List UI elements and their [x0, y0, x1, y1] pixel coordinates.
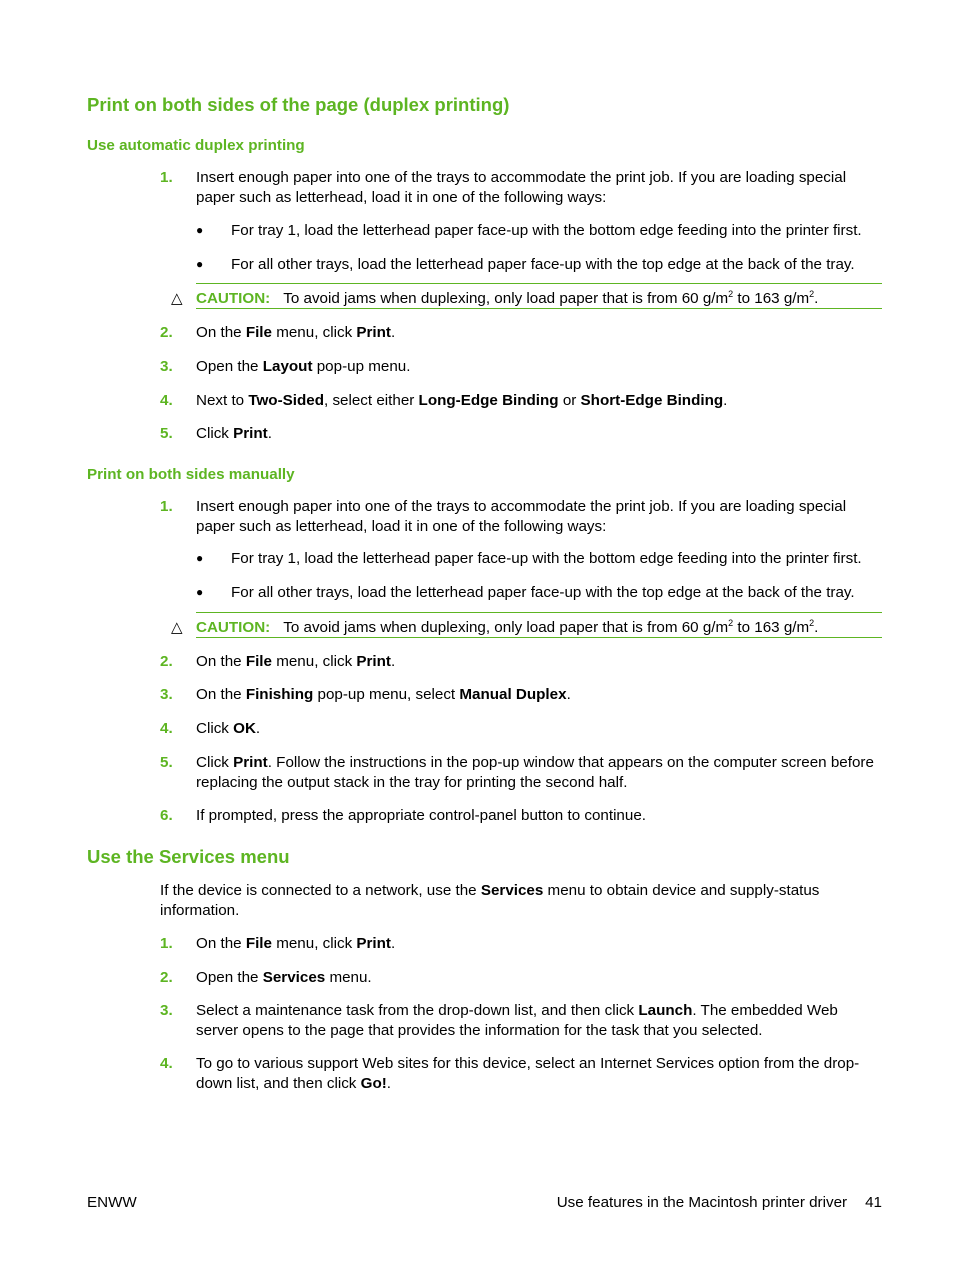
bullet-icon: ● — [196, 223, 204, 237]
page-number: 41 — [865, 1194, 882, 1211]
caution-note-manual: △ CAUTION: To avoid jams when duplexing, only load paper that is from 60 $g/m^2$ to 163 $g/m^2$. — [168, 618, 882, 640]
subheading-manual-duplex: Print on both sides manually — [87, 466, 295, 483]
auto-step-4: 4. Next to Two-Sided, select either Long-Edge Binding or Short-Edge Binding. — [160, 392, 728, 409]
manual-step-3: 3. On the Finishing pop-up menu, select Manual Duplex. — [160, 686, 571, 703]
services-step-3: 3. Select a maintenance task from the drop-down list, and then click Launch. The embedded Web server opens to the page that provides the information for the task that you selected. — [160, 1002, 838, 1039]
section-title-duplex: Print on both sides of the page (duplex printing) — [87, 94, 510, 115]
manual-step-1: 1. Insert enough paper into one of the trays to accommodate the print job. If you are loading special paper such as letterhead, load it in one of the following ways: — [160, 498, 847, 535]
subheading-automatic-duplex: Use automatic duplex printing — [87, 137, 305, 154]
caution-label: CAUTION: — [196, 290, 271, 307]
auto-step-3: 3. Open the Layout pop-up menu. — [160, 358, 411, 375]
services-intro: If the device is connected to a network, use the Services menu to obtain device and supply-status information. — [160, 882, 820, 919]
manual-bullet-1: ● For tray 1, load the letterhead paper face-up with the bottom edge feeding into the printer first. — [196, 550, 862, 567]
services-step-1: 1. On the File menu, click Print. — [160, 935, 396, 952]
services-step-2: 2. Open the Services menu. — [160, 969, 372, 986]
footer-right — [557, 1193, 882, 1213]
manual-step-2: 2. On the File menu, click Print. — [160, 653, 396, 670]
caution-triangle-icon: △ — [171, 619, 183, 636]
section-title-services: Use the Services menu — [87, 846, 290, 867]
auto-step-2: 2. On the File menu, click Print. — [160, 324, 396, 341]
bullet-icon: ● — [196, 551, 204, 565]
auto-bullet-1: ● For tray 1, load the letterhead paper face-up with the bottom edge feeding into the printer first. — [196, 222, 862, 239]
services-step-4: 4. To go to various support Web sites for this device, select an Internet Services option from the drop-down list, and then click Go!. — [160, 1055, 860, 1092]
auto-step-1: 1. Insert enough paper into one of the trays to accommodate the print job. If you are loading special paper such as letterhead, load it in one of the following ways: — [160, 169, 847, 206]
footer-chapter: Use features in the Macintosh printer driver — [556, 1194, 848, 1211]
auto-bullet-2: ● For all other trays, load the letterhead paper face-up with the top edge at the back of the tray. — [196, 256, 855, 273]
manual-step-4: 4. Click OK. — [160, 720, 261, 737]
auto-step-5: 5. Click Print. — [160, 425, 272, 442]
caution-note-auto: △ CAUTION: To avoid jams when duplexing, only load paper that is from 60 $g/m^2$ to 163 $g/m^2$. — [168, 289, 882, 311]
bullet-icon: ● — [196, 257, 204, 271]
caution-label: CAUTION: — [196, 619, 271, 636]
manual-step-5: 5. Click Print. Follow the instructions in the pop-up window that appears on the computer screen before replacing the output stack in the tray for printing the second half. — [160, 754, 874, 791]
manual-step-6: 6. If prompted, press the appropriate control-panel button to continue. — [160, 807, 646, 824]
caution-triangle-icon: △ — [171, 290, 183, 307]
manual-bullet-2: ● For all other trays, load the letterhead paper face-up with the top edge at the back of the tray. — [196, 584, 855, 601]
bullet-icon: ● — [196, 585, 204, 599]
footer-left: ENWW — [87, 1194, 137, 1211]
